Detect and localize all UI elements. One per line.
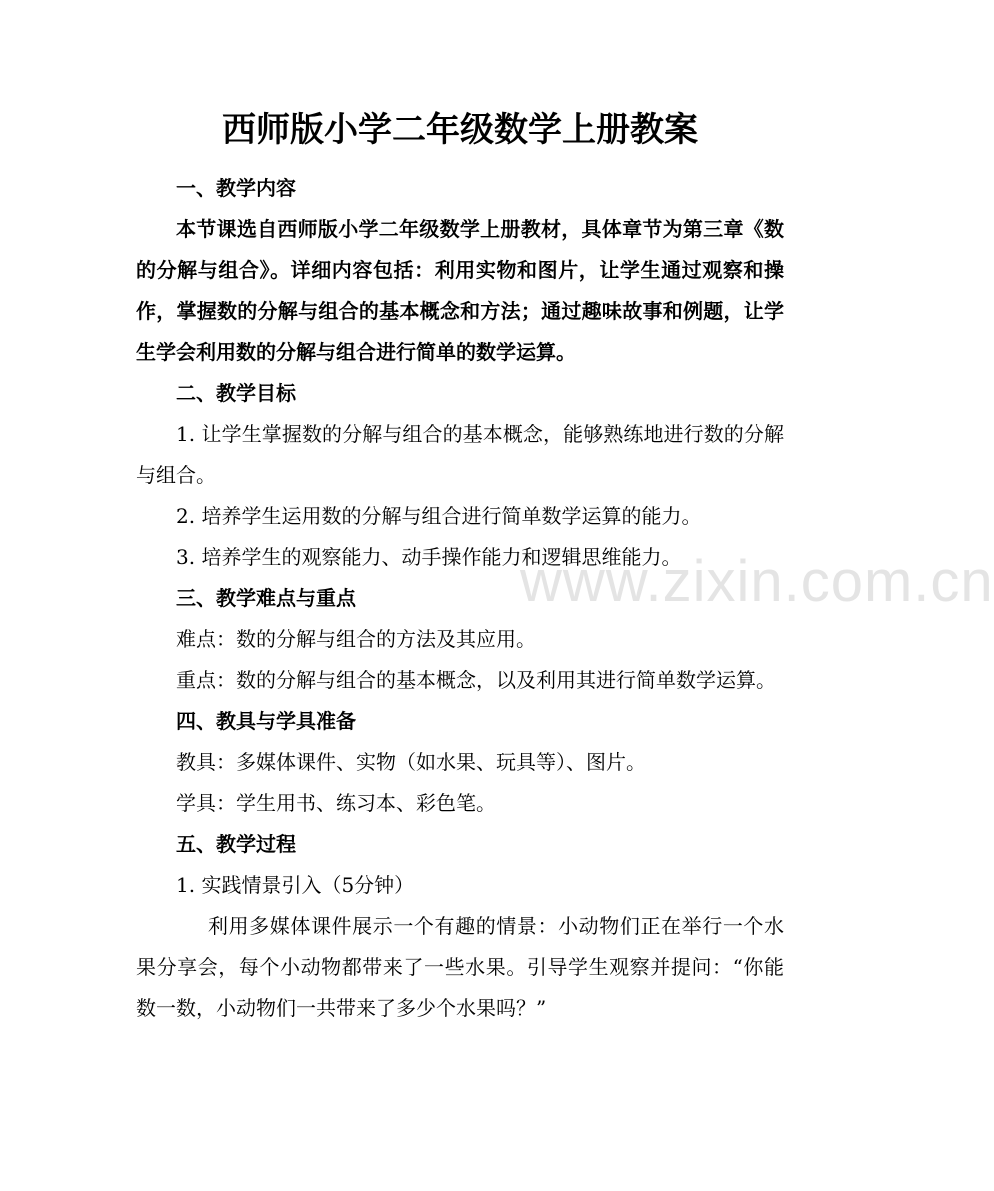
teaching-content-paragraph: 本节课选自西师版小学二年级数学上册教材，具体章节为第三章《数的分解与组合》。详细内容包括：利用实物和图片，让学生通过观察和操作，掌握数的分解与组合的基本概念和方法；通过趣味故事和例题，让学生学会利用数的分解与组合进行简单的数学运算。 (136, 217, 784, 364)
section-heading-difficulties: 三、教学难点与重点 (176, 586, 356, 610)
section-heading-materials: 四、教具与学具准备 (176, 709, 356, 733)
goal-item-2: 2. 培养学生运用数的分解与组合进行简单数学运算的能力。 (176, 504, 702, 528)
difficulty-paragraph: 难点：数的分解与组合的方法及其应用。 (176, 627, 536, 651)
document-body (136, 104, 784, 1029)
keypoint-paragraph: 重点：数的分解与组合的基本概念，以及利用其进行简单数学运算。 (176, 668, 776, 692)
teaching-tools-paragraph: 教具：多媒体课件、实物（如水果、玩具等）、图片。 (176, 750, 646, 774)
document-title: 西师版小学二年级数学上册教案 (222, 110, 698, 150)
goal-item-3: 3. 培养学生的观察能力、动手操作能力和逻辑思维能力。 (176, 545, 682, 569)
process-step-1: 1. 实践情景引入（5分钟） (176, 873, 415, 897)
section-heading-process: 五、教学过程 (176, 832, 296, 856)
process-step-1-body: 利用多媒体课件展示一个有趣的情景：小动物们正在举行一个水果分享会，每个小动物都带来了一些水果。引导学生观察并提问：“你能数一数，小动物们一共带来了多少个水果吗？” (136, 914, 784, 1020)
watermark: www.zixin.com.cn (520, 549, 994, 614)
section-heading-teaching-goals: 二、教学目标 (176, 381, 296, 405)
student-materials-paragraph: 学具：学生用书、练习本、彩色笔。 (176, 791, 496, 815)
goal-item-1: 1. 让学生掌握数的分解与组合的基本概念，能够熟练地进行数的分解与组合。 (136, 422, 784, 487)
section-heading-teaching-content: 一、教学内容 (176, 176, 296, 200)
